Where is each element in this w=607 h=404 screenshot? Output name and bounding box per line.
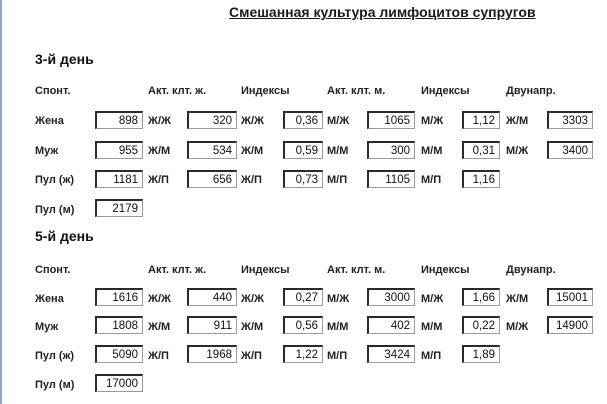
- pair-label: Ж/Ж: [241, 115, 264, 127]
- pair-label: Ж/П: [148, 350, 169, 362]
- index-value: 1,12: [462, 111, 500, 129]
- pair-label: Ж/М: [241, 321, 264, 333]
- pair-label: М/Ж: [421, 115, 444, 127]
- pair-label: Ж/М: [506, 293, 529, 305]
- row-label: Жена: [35, 293, 64, 305]
- page-title: Смешанная культура лимфоцитов супругов: [229, 4, 536, 20]
- pair-label: Ж/М: [148, 145, 171, 157]
- spont-value: 17000: [95, 374, 143, 392]
- index-value: 0,31: [462, 141, 500, 159]
- row-label: Пул (ж): [35, 174, 75, 186]
- pair-label: М/Ж: [506, 321, 529, 333]
- header-indexes-1: Индексы: [241, 85, 290, 97]
- pair-label: Ж/Ж: [148, 115, 171, 127]
- index-value: 1,16: [462, 170, 500, 188]
- index-value: 1,66: [462, 288, 500, 306]
- index-value: 0,73: [283, 170, 323, 188]
- index-value: 1,22: [283, 345, 323, 363]
- akt-female-value: 534: [187, 141, 237, 159]
- pair-label: Ж/П: [241, 174, 262, 186]
- pair-label: Ж/П: [148, 174, 169, 186]
- pair-label: М/М: [421, 145, 443, 157]
- header-akt-male: Акт. клт. м.: [327, 264, 386, 276]
- row-label: Жена: [35, 115, 64, 127]
- pair-label: М/П: [421, 350, 442, 362]
- left-border-line: [0, 0, 2, 404]
- pair-label: М/Ж: [506, 145, 529, 157]
- akt-male-value: 1105: [367, 170, 415, 188]
- header-bidirectional: Двунапр.: [506, 85, 556, 97]
- header-indexes-2: Индексы: [421, 264, 470, 276]
- pair-label: М/Ж: [327, 115, 350, 127]
- header-spont: Спонт.: [35, 264, 71, 276]
- index-value: 0,36: [283, 111, 323, 129]
- spont-value: 1181: [95, 170, 143, 188]
- spont-value: 2179: [95, 199, 143, 217]
- pair-label: М/М: [327, 321, 349, 333]
- pair-label: М/П: [421, 174, 442, 186]
- pair-label: М/П: [327, 174, 348, 186]
- pair-label: М/П: [327, 350, 348, 362]
- akt-male-value: 1065: [367, 111, 415, 129]
- pair-label: М/Ж: [421, 293, 444, 305]
- row-label: Муж: [35, 321, 59, 333]
- header-akt-female: Акт. клт. ж.: [148, 85, 206, 97]
- header-indexes-1: Индексы: [241, 264, 290, 276]
- akt-male-value: 300: [367, 141, 415, 159]
- pair-label: Ж/М: [241, 145, 264, 157]
- bidirectional-value: 3400: [547, 141, 593, 159]
- header-indexes-2: Индексы: [421, 85, 470, 97]
- index-value: 0,59: [283, 141, 323, 159]
- pair-label: Ж/М: [506, 115, 529, 127]
- header-bidirectional: Двунапр.: [506, 264, 556, 276]
- spont-value: 955: [95, 141, 143, 159]
- pair-label: М/Ж: [327, 293, 350, 305]
- akt-male-value: 3000: [367, 288, 415, 306]
- row-label: Пул (м): [35, 204, 75, 216]
- akt-female-value: 656: [187, 170, 237, 188]
- akt-female-value: 320: [187, 111, 237, 129]
- akt-male-value: 402: [367, 316, 415, 334]
- pair-label: Ж/М: [148, 321, 171, 333]
- spont-value: 1616: [95, 288, 143, 306]
- header-spont: Спонт.: [35, 85, 71, 97]
- bidirectional-value: 14900: [547, 316, 593, 334]
- section-heading: 5-й день: [35, 228, 94, 244]
- index-value: 0,27: [283, 288, 323, 306]
- index-value: 1,89: [462, 345, 500, 363]
- index-value: 0,22: [462, 316, 500, 334]
- pair-label: М/М: [421, 321, 443, 333]
- bidirectional-value: 3303: [547, 111, 593, 129]
- header-akt-female: Акт. клт. ж.: [148, 264, 206, 276]
- pair-label: Ж/Ж: [241, 293, 264, 305]
- akt-female-value: 440: [187, 288, 237, 306]
- row-label: Пул (ж): [35, 350, 75, 362]
- spont-value: 5090: [95, 345, 143, 363]
- akt-female-value: 1968: [187, 345, 237, 363]
- pair-label: Ж/П: [241, 350, 262, 362]
- spont-value: 898: [95, 111, 143, 129]
- row-label: Пул (м): [35, 379, 75, 391]
- pair-label: М/М: [327, 145, 349, 157]
- section-heading: 3-й день: [35, 51, 94, 67]
- bidirectional-value: 15001: [547, 288, 593, 306]
- index-value: 0,56: [283, 316, 323, 334]
- spont-value: 1808: [95, 316, 143, 334]
- row-label: Муж: [35, 145, 59, 157]
- akt-male-value: 3424: [367, 345, 415, 363]
- pair-label: Ж/Ж: [148, 293, 171, 305]
- akt-female-value: 911: [187, 316, 237, 334]
- header-akt-male: Акт. клт. м.: [327, 85, 386, 97]
